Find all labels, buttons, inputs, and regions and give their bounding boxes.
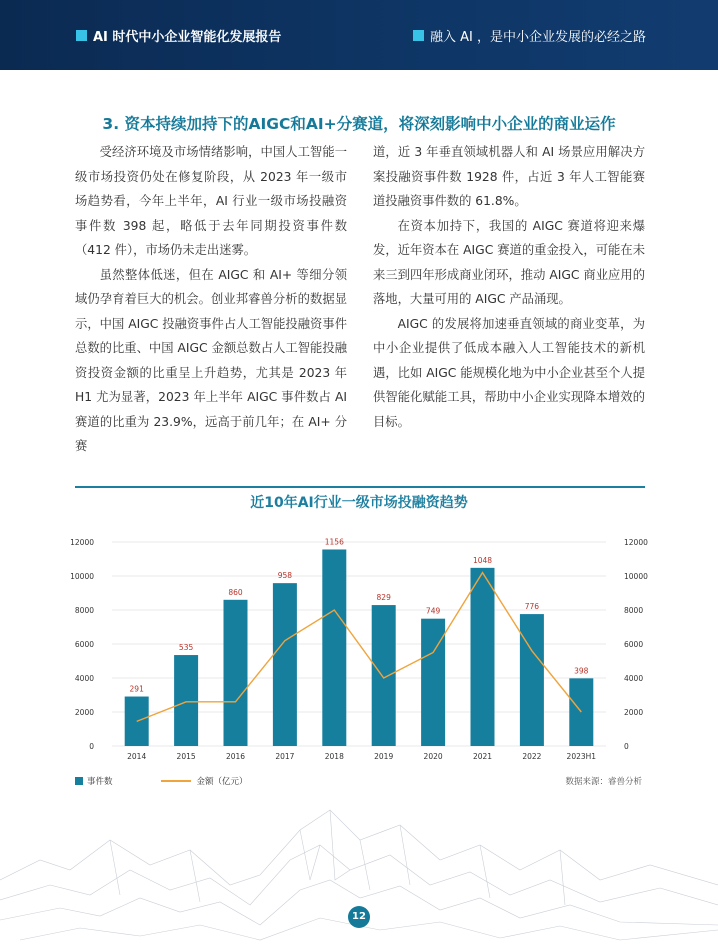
bar-value-label: 535 bbox=[178, 643, 194, 653]
data-source: 数据来源：睿兽分析 bbox=[565, 777, 642, 787]
bar-value-label: 398 bbox=[574, 666, 589, 676]
bar bbox=[273, 583, 297, 746]
bar-value-label: 958 bbox=[277, 571, 293, 581]
paragraph: 在资本加持下，我国的 AIGC 赛道将迎来爆发，近年资本在 AIGC 赛道的重金投入，可能在未来三到四年形成商业闭环，推动 AIGC 商业应用的落地，大量可用的 AIGC 产品涌现。 bbox=[373, 218, 645, 306]
bar-value-label: 829 bbox=[376, 593, 391, 603]
report-title: AI 时代中小企业智能化发展报告 bbox=[93, 30, 282, 45]
x-tick-label: 2023H1 bbox=[566, 752, 597, 761]
x-tick-label: 2020 bbox=[423, 752, 443, 761]
bar bbox=[322, 549, 346, 746]
left-column bbox=[75, 140, 347, 459]
y-left-tick-label: 6000 bbox=[74, 640, 94, 649]
bar bbox=[471, 568, 495, 746]
paragraph: 受经济环境及市场情绪影响，中国人工智能一级市场投资仍处在修复阶段，从 2023 年一级市场趋势看，今年上半年，AI 行业一级市场投融资事件数 398 起，略低于去年同期投资事件数（412 件），市场仍未走出迷雾。 bbox=[75, 145, 347, 257]
bar bbox=[372, 605, 396, 746]
bar-legend-swatch bbox=[75, 777, 83, 785]
x-tick-label: 2021 bbox=[472, 752, 493, 761]
x-tick-label: 2017 bbox=[275, 752, 295, 761]
bar-value-label: 749 bbox=[425, 606, 441, 616]
page-number: 12 bbox=[348, 906, 370, 928]
bar-value-label: 1156 bbox=[324, 537, 344, 547]
y-right-tick-label: 0 bbox=[624, 742, 629, 751]
x-tick-label: 2015 bbox=[176, 752, 196, 761]
legend-amount-label: 金额（亿元） bbox=[196, 777, 248, 787]
y-left-tick-label: 12000 bbox=[70, 538, 94, 547]
bar-value-label: 776 bbox=[524, 602, 540, 612]
bar bbox=[520, 614, 544, 746]
investment-trend-chart bbox=[0, 520, 718, 775]
chart-title: 近10年AI行业一级市场投融资趋势 bbox=[250, 495, 468, 511]
section-title: 3. 资本持续加持下的AIGC和AI+分赛道，将深刻影响中小企业的商业运作 bbox=[102, 115, 616, 133]
chapter-title: 融入 AI ，是中小企业发展的必经之路 bbox=[430, 30, 646, 45]
bar-value-label: 860 bbox=[228, 587, 243, 597]
square-bullet-icon bbox=[413, 30, 424, 41]
amount-line bbox=[137, 573, 582, 722]
legend-events-label: 事件数 bbox=[87, 777, 113, 787]
body-columns bbox=[75, 140, 645, 459]
y-left-tick-label: 8000 bbox=[74, 606, 94, 615]
y-left-tick-label: 10000 bbox=[70, 572, 94, 581]
chart-legend bbox=[75, 775, 248, 787]
y-right-tick-label: 10000 bbox=[624, 572, 648, 581]
chart-top-rule bbox=[75, 486, 645, 488]
page-header bbox=[0, 0, 718, 70]
y-left-tick-label: 0 bbox=[89, 742, 94, 751]
y-left-tick-label: 2000 bbox=[74, 708, 94, 717]
x-tick-label: 2022 bbox=[522, 752, 542, 761]
x-tick-label: 2019 bbox=[374, 752, 394, 761]
y-right-tick-label: 2000 bbox=[624, 708, 644, 717]
y-right-tick-label: 4000 bbox=[624, 674, 644, 683]
bar bbox=[569, 678, 593, 746]
y-right-tick-label: 8000 bbox=[624, 606, 644, 615]
bar-value-label: 1048 bbox=[472, 555, 493, 565]
paragraph: AIGC 的发展将加速垂直领域的商业变革，为中小企业提供了低成本融入人工智能技术的新机遇，比如 AIGC 能规模化地为中小企业甚至个人提供智能化赋能工具，帮助中小企业实现降本增效的目标。 bbox=[373, 316, 645, 429]
paragraph: 虽然整体低迷，但在 AIGC 和 AI+ 等细分领域仍孕育着巨大的机会。创业邦睿兽分析的数据显示，中国 AIGC 投融资事件占人工智能投融资事件总数的比重、中国 AIGC 金额总数占人工智能投融资投资金额的比重呈上升趋势，尤其是 2023 年 H1 尤为显著，2023 年上半年 AIGC 事件数占 AI 赛道的比重为 23.9%，远高于前几年；在 AI+ 分赛 bbox=[75, 267, 347, 453]
y-right-tick-label: 6000 bbox=[624, 640, 644, 649]
paragraph: 道，近 3 年垂直领域机器人和 AI 场景应用解决方案投融资事件数 1928 件，占近 3 年人工智能赛道投融资事件数的 61.8%。 bbox=[373, 145, 645, 208]
line-legend-swatch bbox=[161, 780, 191, 782]
header-right bbox=[413, 26, 646, 45]
y-left-tick-label: 4000 bbox=[74, 674, 94, 683]
x-tick-label: 2016 bbox=[225, 752, 246, 761]
x-tick-label: 2014 bbox=[127, 752, 147, 761]
bar bbox=[224, 600, 248, 746]
square-bullet-icon bbox=[76, 30, 87, 41]
bar bbox=[174, 655, 198, 746]
header-left bbox=[76, 26, 281, 45]
right-column bbox=[373, 140, 645, 459]
x-tick-label: 2018 bbox=[324, 752, 344, 761]
bar-value-label: 291 bbox=[129, 684, 144, 694]
y-right-tick-label: 12000 bbox=[624, 538, 648, 547]
